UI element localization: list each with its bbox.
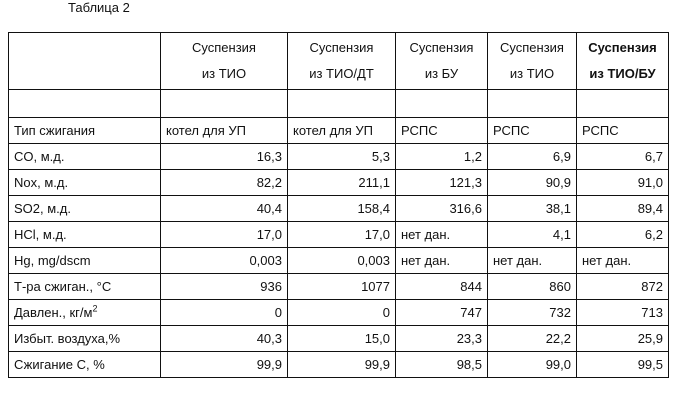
table-row xyxy=(9,326,669,352)
table-cell: 40,4 xyxy=(161,196,288,222)
table-row xyxy=(9,118,669,144)
row-label: Т-ра сжиган., °С xyxy=(9,274,161,300)
row-label: Hg, mg/dscm xyxy=(9,248,161,274)
table-cell: 40,3 xyxy=(161,326,288,352)
table-cell: 6,7 xyxy=(577,144,669,170)
table-cell: РСПС xyxy=(396,118,488,144)
table-cell: 732 xyxy=(488,300,577,326)
table-cell: 6,9 xyxy=(488,144,577,170)
table-cell: 16,3 xyxy=(161,144,288,170)
table-cell: нет дан. xyxy=(396,222,488,248)
table-cell: 872 xyxy=(577,274,669,300)
table-cell: 316,6 xyxy=(396,196,488,222)
table-row xyxy=(9,300,669,326)
table-cell: 25,9 xyxy=(577,326,669,352)
table-cell: 90,9 xyxy=(488,170,577,196)
table-row xyxy=(9,274,669,300)
table-row xyxy=(9,144,669,170)
table-cell: 1077 xyxy=(288,274,396,300)
row-label: Избыт. воздуха,% xyxy=(9,326,161,352)
table-cell: 38,1 xyxy=(488,196,577,222)
table-cell: 89,4 xyxy=(577,196,669,222)
column-header: Суспензия из ТИО/БУ xyxy=(577,33,669,90)
table-cell: 17,0 xyxy=(161,222,288,248)
table-cell: 1,2 xyxy=(396,144,488,170)
row-label: Давлен., $кг/м^2$ xyxy=(9,300,161,326)
column-header: Суспензия из БУ xyxy=(396,33,488,90)
table-row xyxy=(9,248,669,274)
table-cell: РСПС xyxy=(488,118,577,144)
table-row xyxy=(9,170,669,196)
column-header: Суспензия из ТИО/ДТ xyxy=(288,33,396,90)
table-cell: 844 xyxy=(396,274,488,300)
table-body xyxy=(9,33,669,378)
table-cell: 23,3 xyxy=(396,326,488,352)
data-table xyxy=(8,32,669,378)
table-cell: 17,0 xyxy=(288,222,396,248)
table-cell: 99,0 xyxy=(488,352,577,378)
table-cell: 936 xyxy=(161,274,288,300)
table-cell: 0,003 xyxy=(288,248,396,274)
table-cell: 15,0 xyxy=(288,326,396,352)
table-row xyxy=(9,222,669,248)
table-cell: 6,2 xyxy=(577,222,669,248)
table-cell: 747 xyxy=(396,300,488,326)
row-label: Сжигание С, % xyxy=(9,352,161,378)
row-label: Тип сжигания xyxy=(9,118,161,144)
table-cell: котел для УП xyxy=(161,118,288,144)
header-corner-cell xyxy=(9,33,161,90)
table-cell: 5,3 xyxy=(288,144,396,170)
table-cell: 0,003 xyxy=(161,248,288,274)
table-cell: 4,1 xyxy=(488,222,577,248)
table-cell: 98,5 xyxy=(396,352,488,378)
row-label: HCl, м.д. xyxy=(9,222,161,248)
table-cell: нет дан. xyxy=(577,248,669,274)
table-cell: 99,9 xyxy=(288,352,396,378)
table-cell: 99,9 xyxy=(161,352,288,378)
table-cell: 82,2 xyxy=(161,170,288,196)
column-header: Суспензия из ТИО xyxy=(161,33,288,90)
table-cell: котел для УП xyxy=(288,118,396,144)
table-cell: 0 xyxy=(288,300,396,326)
table-cell: 860 xyxy=(488,274,577,300)
table-cell: 211,1 xyxy=(288,170,396,196)
row-label: Nox, м.д. xyxy=(9,170,161,196)
table-cell: нет дан. xyxy=(396,248,488,274)
row-label: CO, м.д. xyxy=(9,144,161,170)
table-row xyxy=(9,352,669,378)
table-cell: нет дан. xyxy=(488,248,577,274)
header-row xyxy=(9,33,669,90)
table-cell: 99,5 xyxy=(577,352,669,378)
table-cell: 22,2 xyxy=(488,326,577,352)
spacer-row xyxy=(9,90,669,118)
table-cell: 713 xyxy=(577,300,669,326)
table-cell: РСПС xyxy=(577,118,669,144)
table-caption: Таблица 2 xyxy=(68,0,130,15)
table-row xyxy=(9,196,669,222)
column-header: Суспензия из ТИО xyxy=(488,33,577,90)
table-cell: 91,0 xyxy=(577,170,669,196)
row-label: SO2, м.д. xyxy=(9,196,161,222)
table-cell: 158,4 xyxy=(288,196,396,222)
table-cell: 121,3 xyxy=(396,170,488,196)
table-cell: 0 xyxy=(161,300,288,326)
